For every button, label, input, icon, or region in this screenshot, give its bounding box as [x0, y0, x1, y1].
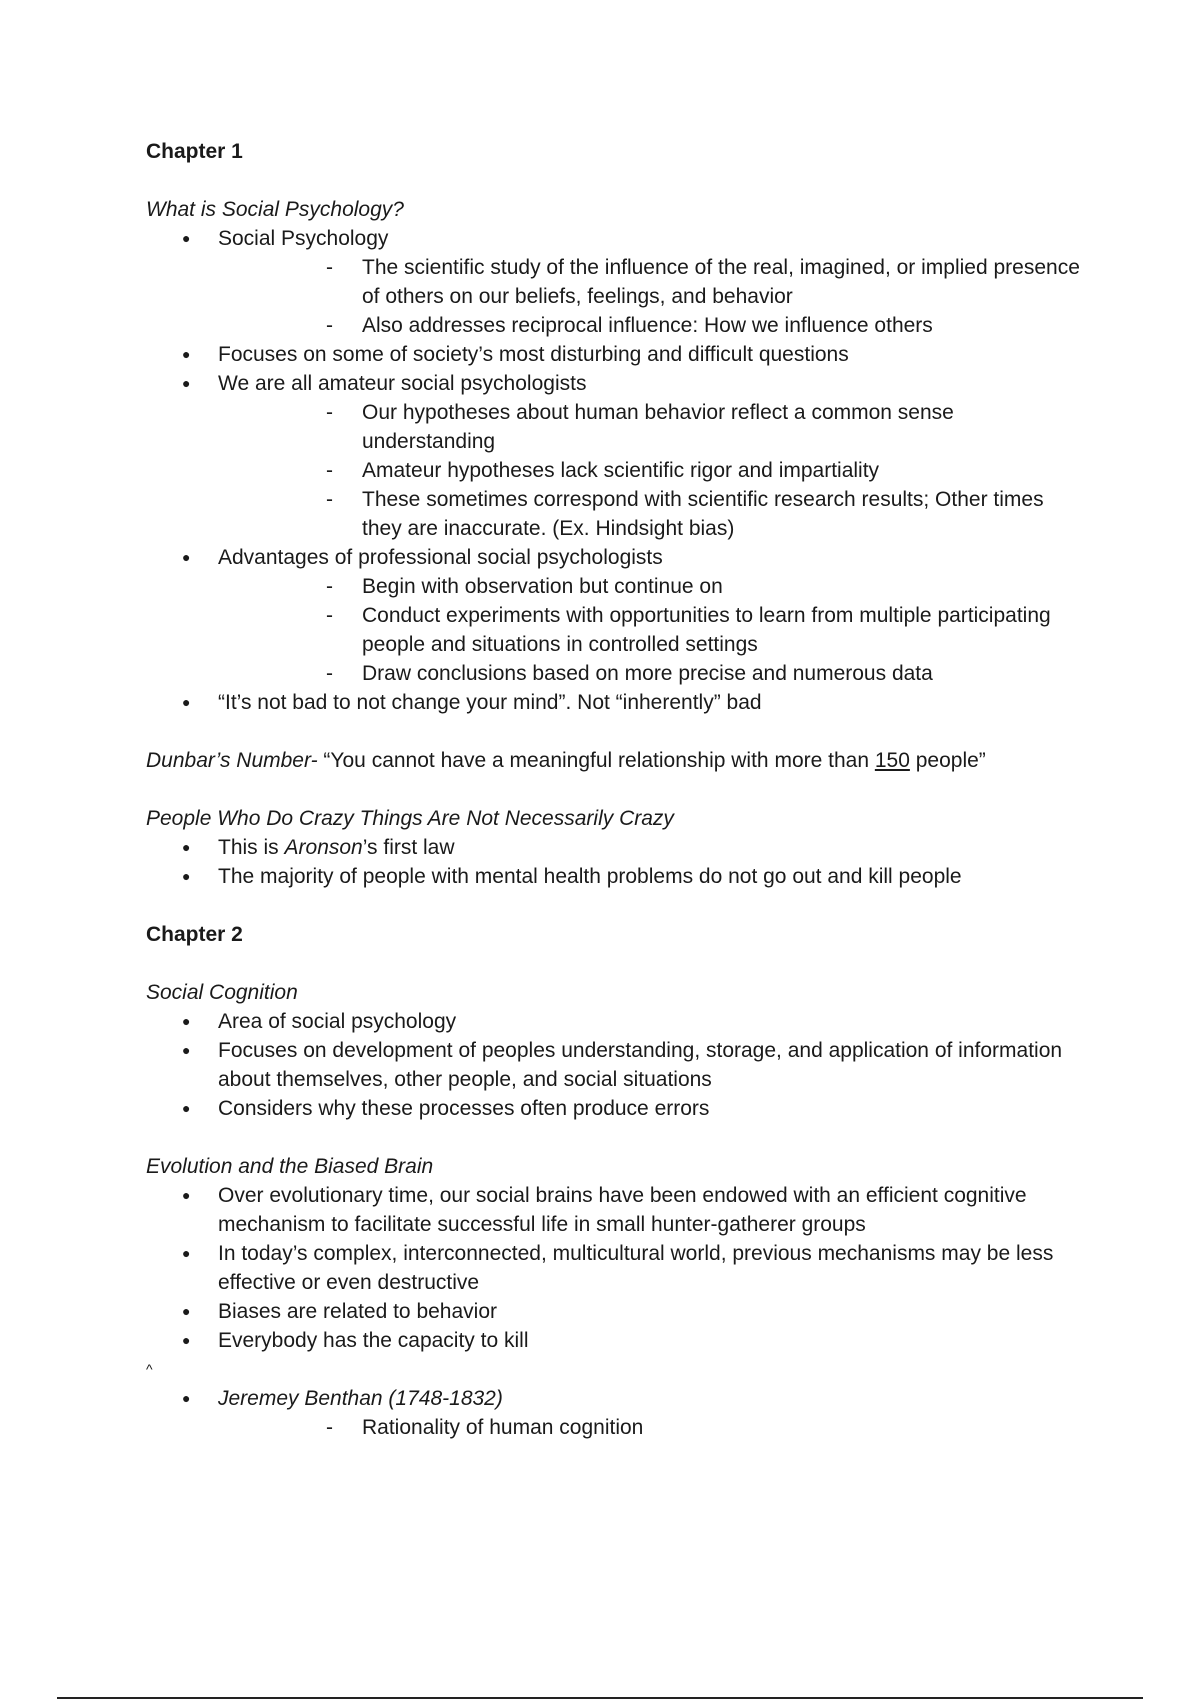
bullet-list: [146, 1007, 1086, 1123]
list-item: ● We are all amateur social psychologists - Our hypotheses about human behavior reflect a common sense understanding - Amateur hypotheses lack scientific rigor and impartiality - These sometimes correspond with scientific research results; Other times they are inaccurate. (Ex. Hindsight bias): [146, 369, 1086, 543]
sub-list-item: - Our hypotheses about human behavior reflect a common sense understanding: [218, 398, 1086, 456]
list-item: ● Focuses on development of peoples understanding, storage, and application of information about themselves, other people, and social situations: [146, 1036, 1086, 1094]
section-heading-biased-brain: Evolution and the Biased Brain: [146, 1155, 434, 1178]
caret-mark: ^: [146, 1361, 153, 1377]
dunbar-term: Dunbar’s Number-: [146, 749, 318, 772]
dunbar-value: 150: [874, 749, 910, 772]
list-item: ● The majority of people with mental health problems do not go out and kill people: [146, 862, 1086, 891]
bullet-list: [146, 1181, 1086, 1355]
bullet-list: [146, 1384, 1086, 1442]
list-item: ● Biases are related to behavior: [146, 1297, 1086, 1326]
sub-list-item: - Conduct experiments with opportunities to learn from multiple participating people and situations in controlled settings: [218, 601, 1086, 659]
page-bottom-rule: [57, 1697, 1143, 1699]
sub-list-item: - The scientific study of the influence of the real, imagined, or implied presence of others on our beliefs, feelings, and behavior: [218, 253, 1086, 311]
list-item: ● Area of social psychology: [146, 1007, 1086, 1036]
sub-list-item: - Rationality of human cognition: [218, 1413, 1086, 1442]
document-page: [146, 137, 1086, 1442]
list-item: ● Focuses on some of society’s most disturbing and difficult questions: [146, 340, 1086, 369]
chapter-2-title: Chapter 2: [146, 923, 243, 946]
list-item: ● Advantages of professional social psychologists - Begin with observation but continue on - Conduct experiments with opportunities to learn from multiple participating people and situations in controlled settings - Draw conclusions based on more precise and numerous data: [146, 543, 1086, 688]
list-item: ● Social Psychology - The scientific study of the influence of the real, imagined, or implied presence of others on our beliefs, feelings, and behavior - Also addresses reciprocal influence: How we influence others: [146, 224, 1086, 340]
list-item: ● Jeremey Benthan (1748-1832) - Rationality of human cognition: [146, 1384, 1086, 1442]
section-heading-crazy-things: People Who Do Crazy Things Are Not Necessarily Crazy: [146, 807, 674, 830]
sub-list-item: - Draw conclusions based on more precise and numerous data: [218, 659, 1086, 688]
list-item: ● “It’s not bad to not change your mind”. Not “inherently” bad: [146, 688, 1086, 717]
list-item: ● This is Aronson’s first law: [146, 833, 1086, 862]
bullet-list: [146, 833, 1086, 891]
dunbar-number-line: Dunbar’s Number- “You cannot have a meaningful relationship with more than 150 people”: [146, 749, 986, 772]
bullet-list: [146, 224, 1086, 717]
list-item: ● In today’s complex, interconnected, multicultural world, previous mechanisms may be less effective or even destructive: [146, 1239, 1086, 1297]
sub-list-item: - These sometimes correspond with scientific research results; Other times they are inaccurate. (Ex. Hindsight bias): [218, 485, 1086, 543]
list-item: ● Considers why these processes often produce errors: [146, 1094, 1086, 1123]
sub-list-item: - Also addresses reciprocal influence: How we influence others: [218, 311, 1086, 340]
chapter-1-title: Chapter 1: [146, 140, 243, 163]
sub-list-item: - Amateur hypotheses lack scientific rigor and impartiality: [218, 456, 1086, 485]
list-item: ● Over evolutionary time, our social brains have been endowed with an efficient cognitive mechanism to facilitate successful life in small hunter-gatherer groups: [146, 1181, 1086, 1239]
sub-list-item: - Begin with observation but continue on: [218, 572, 1086, 601]
list-item: ● Everybody has the capacity to kill: [146, 1326, 1086, 1355]
section-heading-social-psychology: What is Social Psychology?: [146, 198, 404, 221]
section-heading-social-cognition: Social Cognition: [146, 981, 298, 1004]
